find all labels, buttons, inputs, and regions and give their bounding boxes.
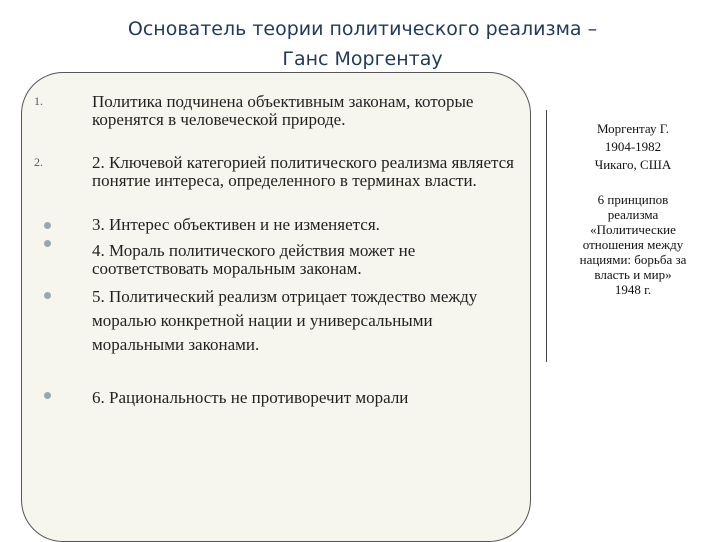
- list-number-1: 1.: [34, 94, 43, 108]
- principle-4: 4. Мораль политического действия может не соответствовать моральным законам.: [92, 241, 416, 278]
- list-markers: [0, 0, 70, 540]
- bullet-dot-icon: [44, 222, 51, 229]
- principle-3: 3. Интерес объективен и не изменяется.: [92, 215, 380, 234]
- principle-5: 5. Политический реализм отрицает тождество между моралью конкретной нации и универсальными моральными законами.: [92, 287, 478, 354]
- bullet-dot-icon: [44, 392, 51, 399]
- vertical-divider: [546, 110, 547, 362]
- author-place: Чикаго, США: [594, 157, 672, 172]
- book-line-1: 6 принципов: [597, 192, 669, 207]
- principle-2: 2. Ключевой категорией политического реализма является понятие интереса, определенного в терминах власти.: [92, 153, 515, 190]
- list-number-2: 2.: [34, 155, 43, 169]
- principle-6: 6. Рациональность не противоречит морали: [92, 388, 409, 407]
- book-year: 1948 г.: [614, 282, 652, 297]
- bullet-dot-icon: [44, 292, 51, 299]
- book-line-2: реализма: [607, 207, 659, 222]
- title-line-1: Основатель теории политического реализма –: [127, 18, 598, 40]
- principle-1: Политика подчинена объективным законам, которые коренятся в человеческой природе.: [92, 92, 474, 129]
- author-years: 1904-1982: [604, 139, 662, 154]
- author-name: Моргентау Г.: [596, 121, 670, 136]
- book-line-4: отношения между: [582, 237, 684, 252]
- slide-title: [90, 14, 635, 74]
- book-line-6: власть и мир»: [594, 267, 672, 282]
- book-info: [553, 192, 713, 297]
- author-info: [553, 120, 713, 174]
- book-line-3: «Политические: [590, 222, 676, 237]
- title-line-2: Ганс Моргентау: [282, 48, 443, 70]
- bullet-dot-icon: [44, 240, 51, 247]
- book-line-5: нациями: борьба за: [579, 252, 687, 267]
